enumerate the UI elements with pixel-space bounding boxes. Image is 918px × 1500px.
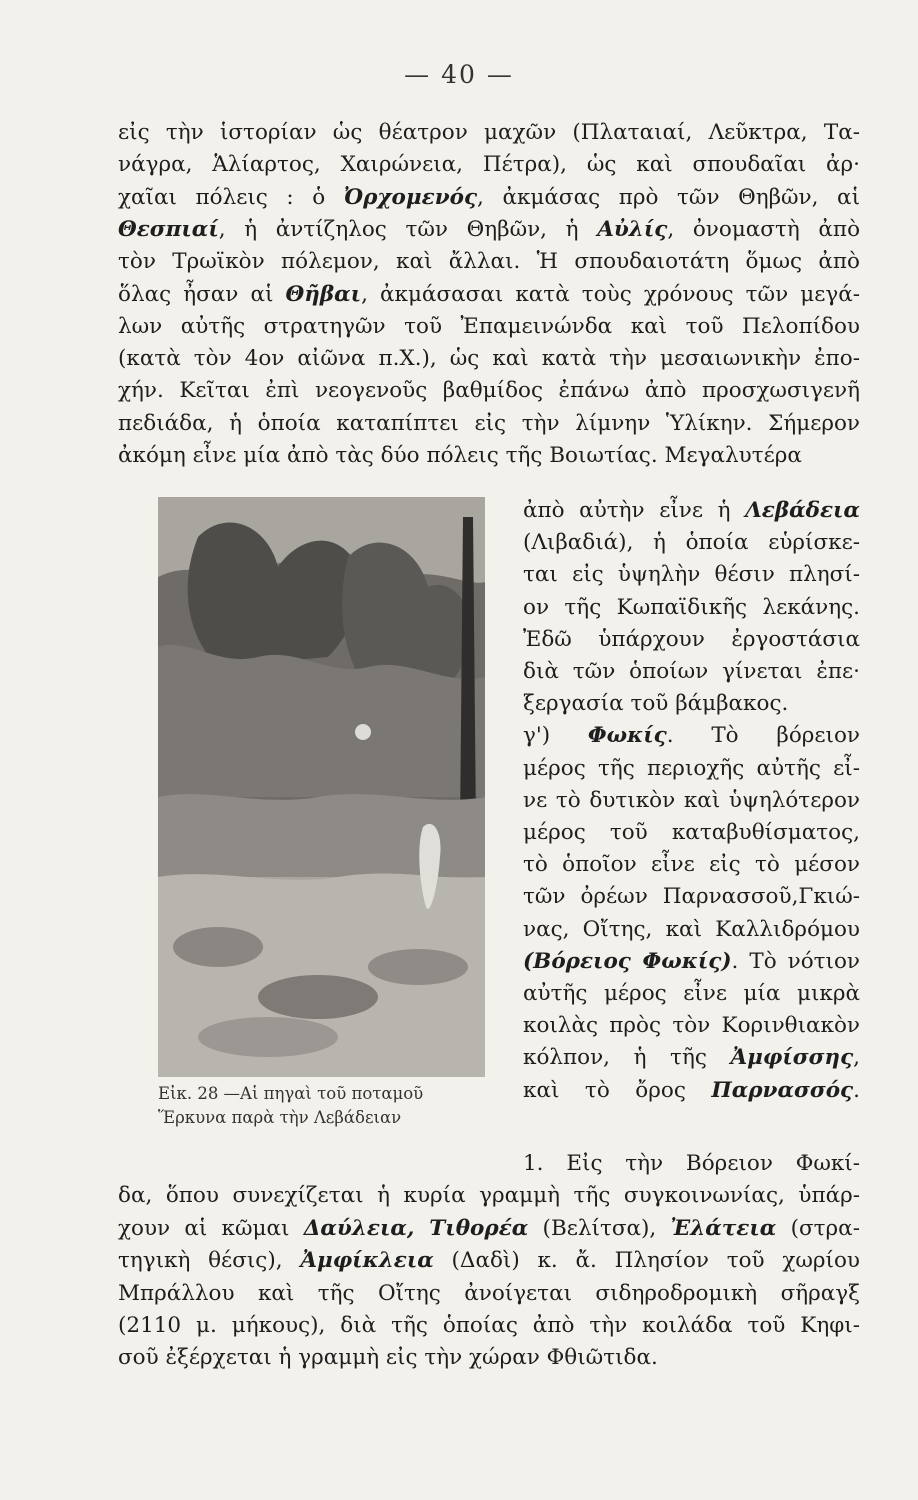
text-segment: νάγρα, Ἁλίαρτος, Χαιρώνεια, Πέτρα), ὡς καὶ σπουδαῖαι ἀρ·: [118, 152, 860, 178]
text-segment: Μπράλλου καὶ τῆς Οἴτης ἀνοίγεται σιδηροδρομικὴ σῆραγξ: [118, 1280, 860, 1306]
text-line: [523, 720, 860, 752]
text-line: [523, 817, 860, 849]
text-segment: ,: [853, 1045, 860, 1071]
text-segment: κόλπον, ἡ τῆς: [523, 1045, 731, 1071]
text-segment: ται εἰς ὑψηλὴν θέσιν πλησί-: [523, 562, 860, 588]
text-segment: 1. Εἰς τὴν Βόρειον Φωκί-: [523, 1151, 860, 1176]
text-segment: νας, Οἴτης, καὶ Καλλιδρόμου: [523, 916, 860, 942]
text-line: [523, 978, 860, 1010]
figure-photo: [158, 497, 485, 1077]
text-segment: , ἀκμάσας πρὸ τῶν Θηβῶν, αἱ: [477, 184, 860, 210]
text-line: [118, 182, 860, 214]
text-segment: (κατὰ τὸν 4ον αἰῶνα π.Χ.), ὡς καὶ κατὰ τὴν μεσαιωνικὴν ἐπο-: [118, 346, 860, 372]
page-number: — 40 —: [404, 60, 514, 89]
text-line: [523, 624, 860, 656]
text-segment: γ'): [523, 723, 588, 749]
text-segment: .: [853, 1077, 860, 1103]
text-line: [118, 1342, 860, 1374]
text-segment: λων αὐτῆς στρατηγῶν τοῦ Ἐπαμεινώνδα καὶ τοῦ Πελοπίδου: [118, 313, 860, 339]
text-segment: (Δαδὶ) κ. ἄ. Πλησίον τοῦ χωρίου: [433, 1248, 860, 1274]
emphasized-term: Λεβάδεια: [745, 498, 860, 523]
text-segment: χαῖαι πόλεις : ὁ: [118, 184, 344, 210]
text-line: [523, 1148, 860, 1180]
text-line: [118, 1213, 860, 1245]
text-line: [523, 881, 860, 913]
text-segment: ὅλας ἦσαν αἱ: [118, 281, 286, 307]
text-segment: τὸ ὁποῖον εἶνε εἰς τὸ μέσον: [523, 852, 860, 878]
text-segment: ξεργασία τοῦ βάμβακος.: [523, 691, 789, 717]
text-line: [523, 592, 860, 624]
text-line: [118, 117, 860, 149]
text-segment: ἀπὸ αὐτὴν εἶνε ἡ: [523, 498, 746, 523]
text-line: [523, 559, 860, 591]
river-springs-photo: [158, 497, 485, 1077]
text-segment: . Τὸ βόρειον: [666, 723, 860, 749]
text-line: [118, 279, 860, 311]
text-segment: , ἀκμάσασαι κατὰ τοὺς χρόνους τῶν μεγά-: [361, 281, 860, 307]
text-segment: καὶ τὸ ὄρος: [523, 1077, 712, 1103]
figure-caption-line2: Ἕρκυνα παρὰ τὴν Λεβάδειαν: [158, 1108, 402, 1127]
text-segment: μέρος τοῦ καταβυθίσματος,: [523, 820, 860, 845]
emphasized-term: Δαύλεια, Τιθορέα: [303, 1215, 529, 1241]
text-line: [523, 527, 860, 559]
text-line: [523, 946, 860, 978]
text-segment: εἰς τὴν ἱστορίαν ὡς θέατρον μαχῶν (Πλαταιαί, Λεῦκτρα, Τα-: [118, 120, 860, 145]
emphasized-term: (Βόρειος Φωκίς): [523, 948, 732, 974]
text-segment: διὰ τῶν ὁποίων γίνεται ἐπε·: [523, 659, 860, 684]
text-line: [523, 656, 860, 688]
text-segment: χήν. Κεῖται ἐπὶ νεογενοῦς βαθμίδος ἐπάνω ἀπὸ προσχωσιγενῆ: [118, 378, 860, 404]
emphasized-term: Ἀμφίσσης: [730, 1045, 854, 1071]
text-segment: Ἐδῶ ὑπάρχουν ἐργοστάσια: [523, 626, 860, 652]
text-segment: ἀκόμη εἶνε μία ἀπὸ τὰς δύο πόλεις τῆς Βοιωτίας. Μεγαλυτέρα: [118, 443, 802, 468]
text-segment: κοιλὰς πρὸς τὸν Κορινθιακὸν: [523, 1013, 860, 1039]
text-line: [523, 1042, 860, 1074]
text-line: [523, 785, 860, 817]
text-line: [118, 149, 860, 181]
text-line: [523, 688, 860, 720]
emphasized-term: Παρνασσός: [711, 1077, 854, 1103]
text-segment: , ὀνομαστὴ ἀπὸ: [667, 216, 861, 242]
text-line: [118, 1245, 860, 1277]
emphasized-term: Θῆβαι: [285, 281, 362, 307]
text-segment: (στρα-: [776, 1215, 860, 1241]
text-segment: πεδιάδα, ἡ ὁποία καταπίπτει εἰς τὴν λίμνην Ὑλίκην. Σήμερον: [118, 410, 860, 436]
emphasized-term: Ὀρχομενός: [343, 184, 478, 210]
text-segment: ον τῆς Κωπαϊδικῆς λεκάνης.: [523, 594, 860, 620]
text-line: [118, 343, 860, 375]
emphasized-term: Αὐλίς: [597, 216, 668, 242]
text-segment: σοῦ ἐξέρχεται ἡ γραμμὴ εἰς τὴν χώραν Φθιῶτιδα.: [118, 1345, 658, 1371]
text-line: [523, 914, 860, 946]
emphasized-term: Φωκίς: [587, 723, 667, 749]
text-line: [118, 311, 860, 343]
text-segment: (2110 μ. μήκους), διὰ τῆς ὁποίας ἀπὸ τὴν κοιλάδα τοῦ Κηφι-: [118, 1313, 860, 1338]
text-segment: δα, ὅπου συνεχίζεται ἡ κυρία γραμμὴ τῆς συγκοινωνίας, ὑπάρ-: [118, 1183, 860, 1209]
text-line: [118, 1278, 860, 1310]
text-segment: (Λιβαδιά), ἡ ὁποία εὑρίσκε-: [523, 530, 860, 556]
text-line: [118, 1310, 860, 1342]
text-line: [523, 849, 860, 881]
text-segment: , ἡ ἀντίζηλος τῶν Θηβῶν, ἡ: [218, 216, 598, 242]
text-segment: αὐτῆς μέρος εἶνε μία μικρὰ: [523, 981, 860, 1006]
text-line: [118, 1180, 860, 1212]
text-segment: . Τὸ νότιον: [731, 948, 861, 974]
text-line: [118, 408, 860, 440]
text-line: [523, 495, 860, 527]
text-line: [523, 1075, 860, 1107]
emphasized-term: Ἐλάτεια: [670, 1215, 777, 1241]
text-segment: (Βελίτσα),: [528, 1215, 671, 1241]
emphasized-term: Θεσπιαί: [118, 216, 219, 242]
emphasized-term: Ἀμφίκλεια: [300, 1248, 434, 1274]
text-line: [118, 214, 860, 246]
text-segment: χουν αἱ κῶμαι: [118, 1215, 304, 1241]
text-line: [118, 440, 860, 472]
figure-caption-line1: Εἰκ. 28 —Αἱ πηγαὶ τοῦ ποταμοῦ: [158, 1084, 424, 1103]
text-segment: τὸν Τρωϊκὸν πόλεμον, καὶ ἄλλαι. Ἡ σπουδαιοτάτη ὅμως ἀπὸ: [118, 249, 860, 275]
text-segment: νε τὸ δυτικὸν καὶ ὑψηλότερον: [523, 787, 860, 813]
text-segment: μέρος τῆς περιοχῆς αὐτῆς εἶ-: [523, 755, 860, 781]
text-segment: τηγικὴ θέσις),: [118, 1248, 301, 1274]
text-segment: τῶν ὀρέων Παρνασσοῦ,Γκιώ-: [523, 884, 860, 910]
text-line: [523, 1010, 860, 1042]
text-line: [118, 246, 860, 278]
text-line: [118, 375, 860, 407]
text-line: [523, 753, 860, 785]
